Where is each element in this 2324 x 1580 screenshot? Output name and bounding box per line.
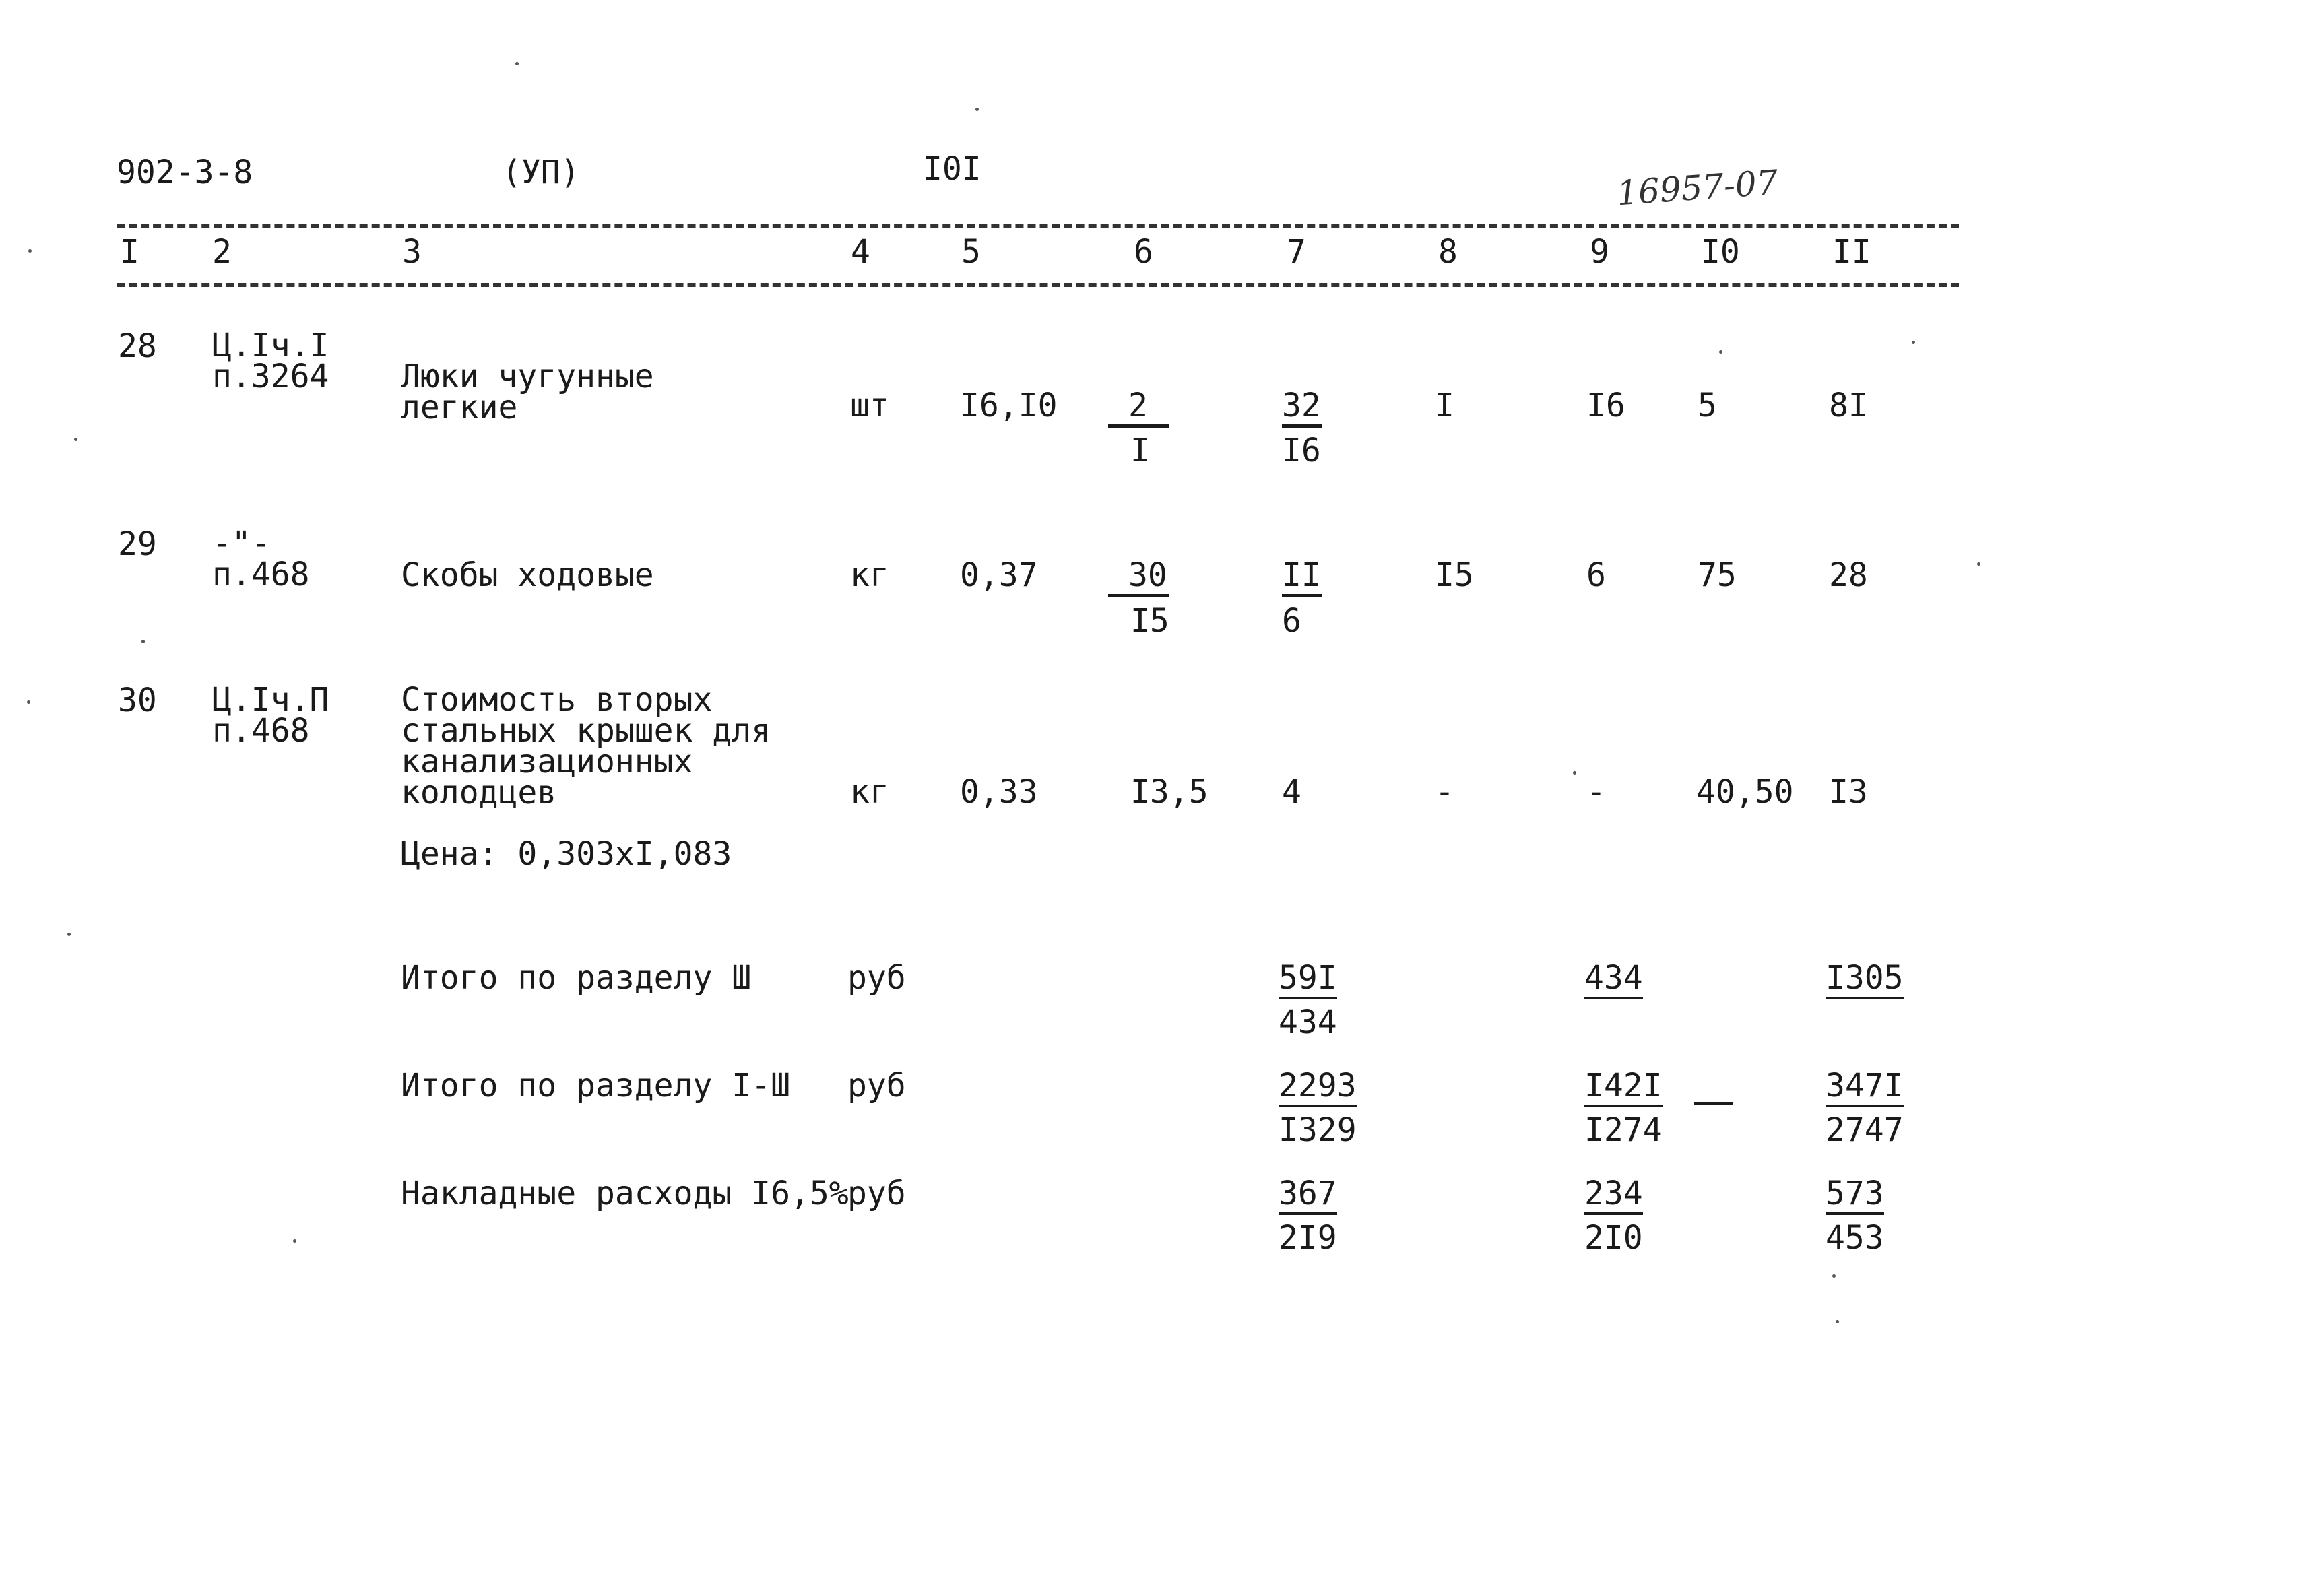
row-reference: Ц.Iч.I п.3264 xyxy=(212,327,329,395)
row-name: Скобы ходовые xyxy=(401,556,654,594)
col-header-5: 5 xyxy=(961,233,981,271)
row-unit: кг xyxy=(850,556,889,594)
col-header-10: I0 xyxy=(1701,233,1740,271)
total-col7-top: 59I xyxy=(1279,962,1337,994)
total-col11-bottom: 453 xyxy=(1826,1219,1884,1257)
scan-speck xyxy=(1977,562,1980,566)
row-col10: 75 xyxy=(1698,556,1737,594)
doc-code: 902-3-8 xyxy=(117,154,253,191)
total-col11-bottom: 2747 xyxy=(1826,1111,1904,1149)
col-header-8: 8 xyxy=(1438,233,1458,271)
scan-speck xyxy=(515,62,519,65)
header-bottom-rule xyxy=(117,283,1959,287)
total-col7-bottom: I329 xyxy=(1279,1111,1357,1149)
col-header-7: 7 xyxy=(1287,233,1306,271)
scan-speck xyxy=(67,933,71,936)
total-col11-top: 573 xyxy=(1826,1177,1884,1210)
row-col9: 6 xyxy=(1586,556,1606,594)
page-number: I0I xyxy=(923,150,981,188)
col-header-3: 3 xyxy=(402,233,422,271)
section-label: (УП) xyxy=(502,154,580,191)
total-label: Накладные расходы I6,5% xyxy=(401,1175,849,1212)
scan-speck xyxy=(1912,341,1915,344)
row-col11: 8I xyxy=(1829,387,1868,424)
row-col9: - xyxy=(1586,773,1606,811)
row-col11: 28 xyxy=(1829,556,1868,594)
total-unit: руб xyxy=(847,959,906,997)
row-col6-top: 30 xyxy=(1128,556,1167,594)
total-col7-top: 2293 xyxy=(1279,1069,1357,1102)
row-col10: 5 xyxy=(1698,387,1717,424)
total-col11-top: I305 xyxy=(1826,962,1904,994)
scan-speck xyxy=(74,438,77,441)
col-header-11: II xyxy=(1832,233,1871,271)
total-col7-top: 367 xyxy=(1279,1177,1337,1210)
row-col10: 40,50 xyxy=(1696,773,1794,811)
row-reference: Ц.Iч.П п.468 xyxy=(212,681,329,750)
total-label: Итого по разделу Ш xyxy=(401,959,752,997)
scan-speck xyxy=(28,249,32,253)
price-note: Цена: 0,303хI,083 xyxy=(401,835,732,873)
row-col5: 0,37 xyxy=(960,556,1038,594)
total-unit: руб xyxy=(847,1067,906,1105)
scan-speck xyxy=(1719,350,1722,354)
row-col8: - xyxy=(1435,773,1454,811)
scan-speck xyxy=(141,640,145,643)
row-col6-bottom: I5 xyxy=(1130,602,1169,640)
row-col11: I3 xyxy=(1829,773,1868,811)
row-name: Стоимость вторых стальных крышек для канализационных колодцев xyxy=(401,681,771,812)
row-unit: кг xyxy=(850,773,889,811)
scan-speck xyxy=(1836,1320,1839,1323)
fraction-bar xyxy=(1282,424,1322,428)
col-header-4: 4 xyxy=(851,233,870,271)
row-col9: I6 xyxy=(1586,387,1625,424)
fraction-bar xyxy=(1108,594,1169,597)
col-header-2: 2 xyxy=(212,233,232,271)
fraction-bar xyxy=(1282,594,1322,597)
row-col6-top: 2 xyxy=(1128,387,1148,424)
total-col9-bottom: 2I0 xyxy=(1584,1219,1643,1257)
row-col7-top: 32 xyxy=(1282,387,1321,424)
handwritten-stamp: 16957-07 xyxy=(1615,162,1780,213)
total-col9-bottom: I274 xyxy=(1584,1111,1663,1149)
scan-speck xyxy=(975,108,979,111)
total-label: Итого по разделу I-Ш xyxy=(401,1067,790,1105)
total-col9-top: 434 xyxy=(1584,962,1643,994)
fraction-bar xyxy=(1108,424,1169,428)
row-number: 29 xyxy=(118,525,157,563)
total-col11-top: 347I xyxy=(1826,1069,1904,1102)
row-col7-bottom: I6 xyxy=(1282,432,1321,469)
scan-speck xyxy=(1832,1274,1836,1278)
dash-mark xyxy=(1694,1102,1733,1105)
row-col8: I xyxy=(1435,387,1454,424)
col-header-6: 6 xyxy=(1134,233,1153,271)
scan-speck xyxy=(293,1239,296,1243)
total-col9-top: 234 xyxy=(1584,1177,1643,1210)
row-col8: I5 xyxy=(1435,556,1474,594)
row-col6: I3,5 xyxy=(1130,773,1208,811)
row-col7: 4 xyxy=(1282,773,1301,811)
row-col5: 0,33 xyxy=(960,773,1038,811)
total-col7-bottom: 434 xyxy=(1279,1003,1337,1041)
scan-speck xyxy=(27,700,30,704)
row-number: 28 xyxy=(118,327,157,365)
col-header-1: I xyxy=(120,233,139,271)
row-reference: -"- п.468 xyxy=(212,525,310,593)
row-col7-top: II xyxy=(1282,556,1321,594)
row-col5: I6,I0 xyxy=(960,387,1058,424)
total-col7-bottom: 2I9 xyxy=(1279,1219,1337,1257)
col-header-9: 9 xyxy=(1590,233,1609,271)
row-unit: шт xyxy=(850,387,889,424)
row-number: 30 xyxy=(118,682,157,719)
scan-speck xyxy=(1573,771,1576,775)
row-col7-bottom: 6 xyxy=(1282,602,1301,640)
row-name: Люки чугунные легкие xyxy=(401,358,654,426)
total-unit: руб xyxy=(847,1175,906,1212)
total-col9-top: I42I xyxy=(1584,1069,1663,1102)
row-col6-bottom: I xyxy=(1130,432,1150,469)
header-top-rule xyxy=(117,224,1959,228)
